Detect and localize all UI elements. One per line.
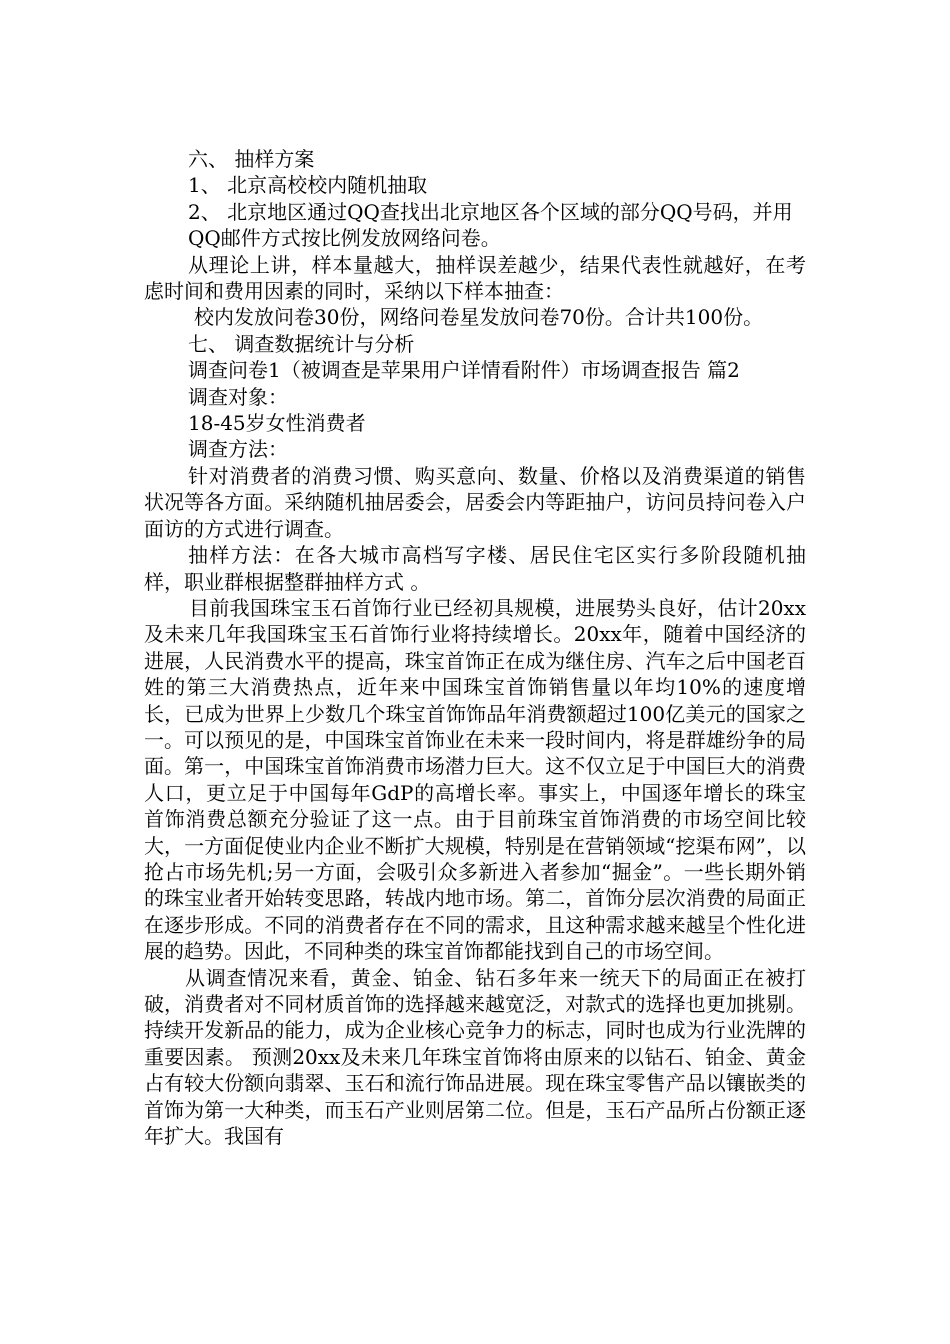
paragraph: 18-45岁女性消费者 — [188, 411, 366, 436]
section-heading-analysis: 七、 调查数据统计与分析 — [188, 331, 415, 356]
paragraph: 校内发放问卷30份，网络问卷星发放问卷70份。合计共100份。 — [194, 305, 764, 330]
paragraph: 调查问卷1（被调查是苹果用户详情看附件）市场调查报告 篇2 — [188, 358, 740, 383]
section-heading-sampling: 六、 抽样方案 — [188, 147, 315, 171]
list-item: 1、 北京高校校内随机抽取 — [188, 173, 428, 198]
list-item: 2、 北京地区通过QQ查找出北京地区各个区域的部分QQ号码，并用 — [188, 199, 793, 224]
paragraph: 目前我国珠宝玉石首饰行业已经初具规模，进展势头良好，估计20xx及未来几年我国珠宝玉石首饰行业将持续增长。20xx年，随着中国经济的进展，人民消费水平的提高，珠宝首饰正在成为继住房、汽车之后中国老百姓的第三大消费热点，近年来中国珠宝首饰销售量以年均10%的速度增长，已成为世界上少数几个珠宝首饰饰品年消费额超过100亿美元的国家之一。可以预见的是，中国珠宝首饰业在未来一段时间内，将是群雄纷争的局面。第一，中国珠宝首饰消费市场潜力巨大。这不仅立足于中国巨大的消费人口，更立足于中国每年GdP的高增长率。事实上，中国逐年增长的珠宝首饰消费总额充分验证了这一点。由于目前珠宝首饰消费的市场空间比较大，一方面促使业内企业不断扩大规模，特别是在营销领域“挖渠布网”，以抢占市场先机;另一方面，会吸引众多新进入者参加“掘金”。一些长期外销的珠宝业者开始转变思路，转战内地市场。第二，首饰分层次消费的局面正在逐步形成。不同的消费者存在不同的需求，且这种需求越来越呈个性化进展的趋势。因此，不同种类的珠宝首饰都能找到自己的市场空间。 — [144, 595, 806, 964]
paragraph: 针对消费者的消费习惯、购买意向、数量、价格以及消费渠道的销售状况等各方面。采纳随机抽居委会，居委会内等距抽户，访问员持问卷入户面访的方式进行调查。 — [144, 463, 806, 541]
label-survey-target: 调查对象： — [188, 384, 288, 409]
document-body — [144, 146, 806, 1149]
paragraph: 抽样方法：在各大城市高档写字楼、居民住宅区实行多阶段随机抽样，职业群根据整群抽样方式 。 — [144, 543, 806, 594]
paragraph: 从理论上讲，样本量越大，抽样误差越少，结果代表性就越好，在考虑时间和费用因素的同时，采纳以下样本抽查： — [144, 252, 806, 304]
paragraph: QQ邮件方式按比例发放网络问卷。 — [188, 226, 501, 251]
paragraph: 从调查情况来看，黄金、铂金、钻石多年来一统天下的局面正在被打破，消费者对不同材质首饰的选择越来越宽泛，对款式的选择也更加挑剔。持续开发新品的能力，成为企业核心竞争力的标志，同时也成为行业洗牌的重要因素。 预测20xx及未来几年珠宝首饰将由原来的以钻石、铂金、黄金占有较大份额向翡翠、玉石和流行饰品进展。现在珠宝零售产品以镶嵌类的首饰为第一大种类，而玉石产业则居第二位。但是，玉石产品所占份额正逐年扩大。我国有 — [144, 965, 806, 1149]
label-survey-method: 调查方法： — [188, 437, 288, 462]
